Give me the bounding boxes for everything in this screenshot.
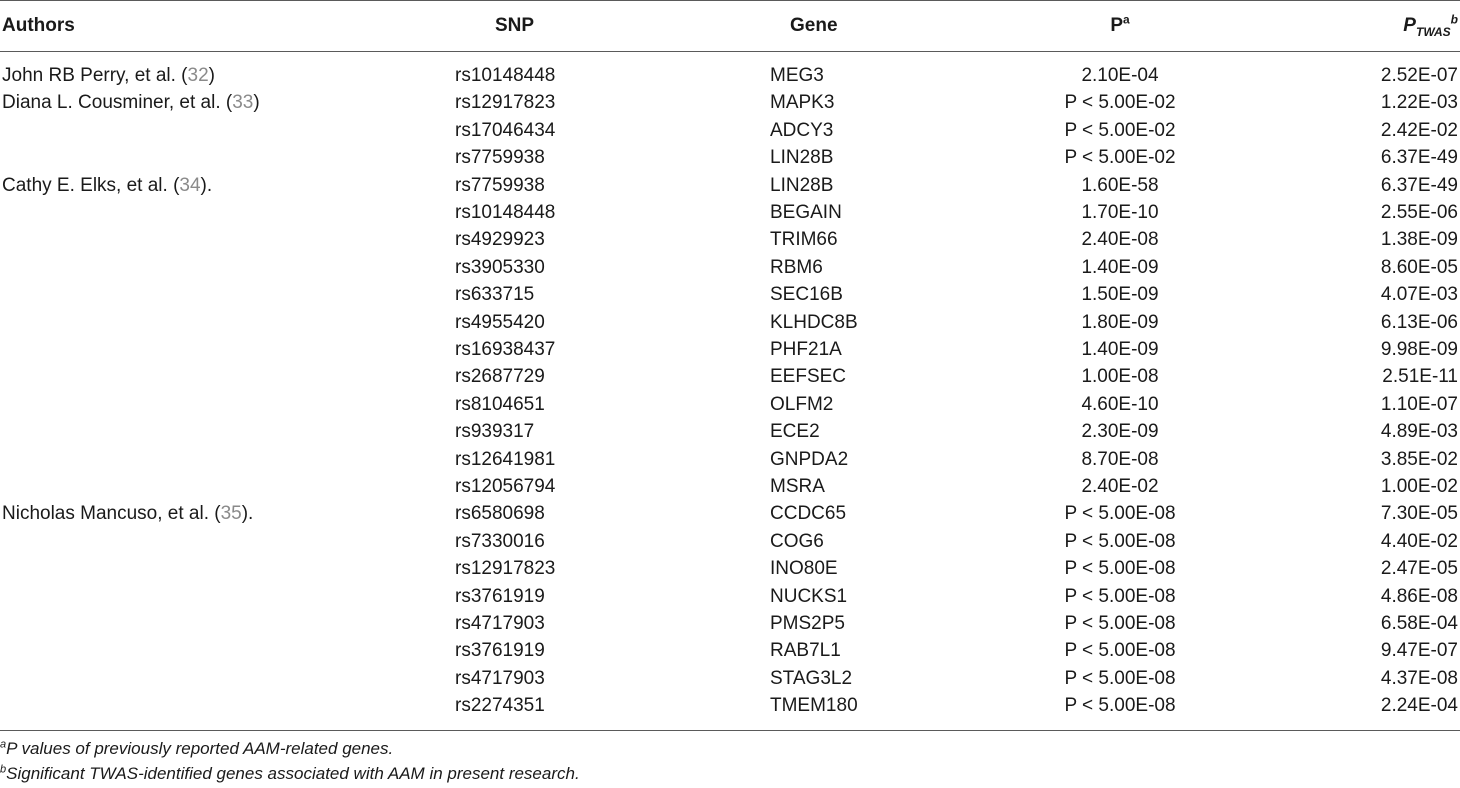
author-name: Cathy E. Elks, et al. (	[2, 174, 180, 196]
cell-ptwas: 9.98E-09	[1380, 339, 1458, 360]
cell-p: P < 5.00E-02	[1064, 147, 1176, 169]
cell-author	[2, 89, 260, 116]
reference-link[interactable]: 34	[179, 174, 201, 196]
cell-gene: GNPDA2	[770, 448, 849, 470]
cell-p: P < 5.00E-08	[1064, 640, 1176, 662]
cell-ptwas: 1.22E-03	[1380, 92, 1458, 114]
cell-gene: KLHDC8B	[770, 311, 858, 333]
table-row	[0, 309, 1460, 336]
table-row	[0, 391, 1460, 418]
reference-link[interactable]: 32	[187, 65, 209, 86]
cell-gene: EEFSEC	[770, 366, 847, 388]
header-snp: SNP	[495, 15, 535, 36]
cell-gene: TMEM180	[770, 695, 858, 717]
reference-link[interactable]: 33	[232, 92, 254, 114]
cell-snp: rs4955420	[455, 311, 545, 333]
cell-p: P < 5.00E-08	[1064, 503, 1176, 525]
cell-gene: PHF21A	[770, 339, 842, 360]
table-row	[0, 555, 1460, 582]
cell-snp: rs4717903	[455, 613, 545, 634]
cell-gene: LIN28B	[770, 174, 834, 196]
cell-p: P < 5.00E-02	[1064, 92, 1176, 114]
cell-gene: MAPK3	[770, 92, 835, 114]
header-p-sup: a	[1123, 12, 1130, 27]
cell-p: 2.40E-02	[1081, 476, 1159, 497]
cell-snp: rs7759938	[455, 147, 545, 169]
table-row	[0, 363, 1460, 390]
table-row	[0, 336, 1460, 363]
footnote-a-mark: a	[0, 738, 7, 751]
author-name: John RB Perry, et al. (	[2, 65, 188, 86]
cell-snp: rs2274351	[455, 695, 545, 717]
table-row	[0, 637, 1460, 664]
cell-ptwas: 2.47E-05	[1380, 558, 1458, 580]
cell-author	[2, 500, 253, 527]
table-header-rule	[0, 51, 1460, 52]
table-row	[0, 281, 1460, 308]
author-name: Nicholas Mancuso, et al. (	[2, 503, 221, 525]
cell-snp: rs4717903	[455, 667, 545, 689]
cell-gene: TRIM66	[770, 229, 838, 251]
cell-snp: rs3761919	[455, 585, 545, 607]
table-row	[0, 89, 1460, 116]
table-row	[0, 144, 1460, 171]
cell-ptwas: 2.24E-04	[1380, 695, 1458, 717]
table-row	[0, 199, 1460, 226]
reference-link[interactable]: 35	[220, 503, 242, 525]
cell-author	[2, 62, 215, 89]
table-row	[0, 665, 1460, 692]
cell-snp: rs633715	[455, 284, 535, 306]
cell-ptwas: 1.10E-07	[1380, 393, 1458, 415]
cell-ptwas: 2.52E-07	[1380, 65, 1458, 86]
table-header-row	[0, 0, 1460, 51]
cell-ptwas: 4.37E-08	[1380, 667, 1458, 689]
table-row	[0, 418, 1460, 445]
footnote-a-text: P values of previously reported AAM-related genes.	[6, 739, 394, 758]
cell-gene: STAG3L2	[770, 667, 853, 689]
cell-p: 1.40E-09	[1081, 339, 1159, 360]
footnote-a	[0, 736, 580, 761]
cell-ptwas: 1.00E-02	[1380, 476, 1458, 497]
table-row	[0, 473, 1460, 500]
table-row	[0, 528, 1460, 555]
cell-ptwas: 4.86E-08	[1380, 585, 1458, 607]
cell-snp: rs12056794	[455, 476, 556, 497]
header-authors: Authors	[2, 15, 75, 36]
cell-gene: COG6	[770, 530, 824, 552]
cell-snp: rs8104651	[455, 393, 545, 415]
cell-gene: RAB7L1	[770, 640, 841, 662]
table-row	[0, 254, 1460, 281]
table-row	[0, 446, 1460, 473]
footnote-b-mark: b	[0, 763, 7, 776]
cell-gene: MSRA	[770, 476, 825, 497]
author-tail: )	[253, 92, 260, 114]
cell-gene: PMS2P5	[770, 613, 845, 634]
cell-p: P < 5.00E-08	[1064, 613, 1176, 634]
cell-ptwas: 8.60E-05	[1380, 256, 1458, 278]
cell-p: 1.00E-08	[1081, 366, 1159, 388]
cell-snp: rs10148448	[455, 65, 556, 86]
footnote-b	[0, 761, 580, 786]
cell-ptwas: 4.89E-03	[1380, 421, 1458, 443]
cell-p: 1.80E-09	[1081, 311, 1159, 333]
cell-gene: BEGAIN	[770, 202, 842, 223]
cell-snp: rs12641981	[455, 448, 556, 470]
cell-snp: rs16938437	[455, 339, 556, 360]
author-tail: ).	[200, 174, 213, 196]
cell-p: 1.60E-58	[1081, 174, 1159, 196]
cell-gene: RBM6	[770, 256, 823, 278]
cell-ptwas: 2.42E-02	[1380, 119, 1458, 141]
cell-ptwas: 1.38E-09	[1380, 229, 1458, 251]
cell-ptwas: 6.37E-49	[1380, 147, 1458, 169]
cell-ptwas: 7.30E-05	[1380, 503, 1458, 525]
cell-author	[2, 172, 212, 199]
table-row	[0, 62, 1460, 89]
cell-snp: rs3761919	[455, 640, 545, 662]
cell-snp: rs10148448	[455, 202, 556, 223]
header-p-base: P	[1110, 15, 1123, 36]
cell-snp: rs7759938	[455, 174, 545, 196]
cell-gene: NUCKS1	[770, 585, 848, 607]
cell-snp: rs939317	[455, 421, 535, 443]
cell-p: P < 5.00E-02	[1064, 119, 1176, 141]
table-bottom-rule	[0, 730, 1460, 731]
cell-gene: SEC16B	[770, 284, 843, 306]
cell-snp: rs17046434	[455, 119, 556, 141]
cell-p: P < 5.00E-08	[1064, 558, 1176, 580]
cell-p: P < 5.00E-08	[1064, 585, 1176, 607]
footnote-b-text: Significant TWAS-identified genes associated with AAM in present research.	[6, 764, 580, 783]
cell-gene: CCDC65	[770, 503, 847, 525]
cell-p: 1.40E-09	[1081, 256, 1159, 278]
header-p	[1000, 0, 1240, 51]
table-row	[0, 117, 1460, 144]
table-row	[0, 692, 1460, 719]
table-row	[0, 610, 1460, 637]
cell-snp: rs7330016	[455, 530, 545, 552]
cell-ptwas: 2.51E-11	[1382, 366, 1458, 388]
table-row	[0, 500, 1460, 527]
cell-gene: MEG3	[770, 65, 824, 86]
header-gene: Gene	[790, 15, 838, 36]
cell-p: P < 5.00E-08	[1064, 695, 1176, 717]
author-name: Diana L. Cousminer, et al. (	[2, 92, 233, 114]
cell-gene: OLFM2	[770, 393, 834, 415]
cell-ptwas: 4.40E-02	[1380, 530, 1458, 552]
table-row	[0, 226, 1460, 253]
cell-ptwas: 6.37E-49	[1380, 174, 1458, 196]
author-tail: )	[208, 65, 215, 86]
cell-ptwas: 6.58E-04	[1380, 613, 1458, 634]
cell-ptwas: 6.13E-06	[1380, 311, 1458, 333]
cell-ptwas: 2.55E-06	[1380, 202, 1458, 223]
cell-p: 2.30E-09	[1081, 421, 1159, 443]
cell-snp: rs3905330	[455, 256, 545, 278]
cell-snp: rs6580698	[455, 503, 545, 525]
cell-ptwas: 4.07E-03	[1380, 284, 1458, 306]
header-ptwas	[1403, 0, 1458, 51]
cell-gene: INO80E	[770, 558, 838, 580]
table-row	[0, 172, 1460, 199]
cell-p: 8.70E-08	[1081, 448, 1159, 470]
table-footnotes	[0, 736, 580, 786]
cell-gene: ECE2	[770, 421, 820, 443]
cell-p: 2.10E-04	[1081, 65, 1159, 86]
header-ptwas-sup: b	[1450, 12, 1458, 27]
cell-snp: rs2687729	[455, 366, 545, 388]
cell-ptwas: 9.47E-07	[1380, 640, 1458, 662]
cell-p: 1.70E-10	[1081, 202, 1159, 223]
author-tail: ).	[241, 503, 254, 525]
cell-snp: rs4929923	[455, 229, 545, 251]
cell-snp: rs12917823	[455, 92, 556, 114]
table-row	[0, 583, 1460, 610]
cell-gene: LIN28B	[770, 147, 834, 169]
cell-gene: ADCY3	[770, 119, 834, 141]
cell-p: 2.40E-08	[1081, 229, 1159, 251]
cell-p: P < 5.00E-08	[1064, 667, 1176, 689]
header-ptwas-base: P	[1403, 15, 1416, 36]
cell-p: P < 5.00E-08	[1064, 530, 1176, 552]
cell-p: 1.50E-09	[1081, 284, 1159, 306]
cell-ptwas: 3.85E-02	[1380, 448, 1458, 470]
header-ptwas-sub: TWAS	[1415, 24, 1451, 39]
cell-snp: rs12917823	[455, 558, 556, 580]
cell-p: 4.60E-10	[1081, 393, 1159, 415]
